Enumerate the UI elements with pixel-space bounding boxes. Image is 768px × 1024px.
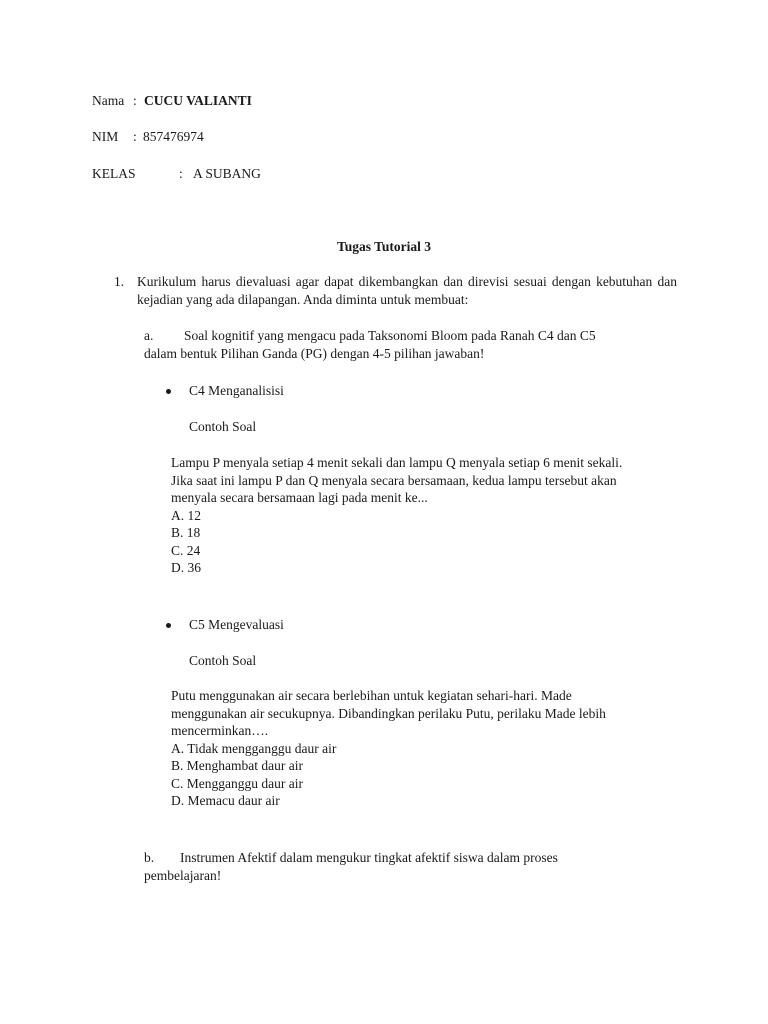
- c5-question-line: Putu menggunakan air secara berlebihan untuk kegiatan sehari-hari. Made: [171, 688, 572, 703]
- c5-heading: C5 Mengevaluasi: [189, 617, 284, 632]
- c4-question: [171, 454, 622, 577]
- c5-option: B. Menghambat daur air: [171, 758, 303, 773]
- nim-value: 857476974: [143, 129, 204, 144]
- c5-question: [171, 687, 606, 810]
- c5-option: A. Tidak mengganggu daur air: [171, 740, 337, 756]
- part-b-line2: pembelajaran!: [144, 868, 222, 883]
- c5-question-line: menggunakan air secukupnya. Dibandingkan perilaku Putu, perilaku Made lebih: [171, 705, 606, 721]
- c4-question-line: Jika saat ini lampu P dan Q menyala secara bersamaan, kedua lampu tersebut akan: [171, 472, 617, 488]
- c4-heading: C4 Menganalisisi: [189, 383, 284, 398]
- c5-option: D. Memacu daur air: [171, 793, 280, 808]
- c5-subheading: Contoh Soal: [189, 653, 257, 668]
- nama-separator: :: [133, 93, 137, 108]
- c5-question-line: mencerminkan….: [171, 723, 269, 738]
- c4-question-line: menyala secara bersamaan lagi pada menit ke...: [171, 490, 428, 505]
- nim-separator: :: [133, 129, 137, 144]
- page-title: Tugas Tutorial 3: [336, 239, 432, 254]
- kelas-separator: :: [179, 166, 183, 181]
- c4-subheading: Contoh Soal: [189, 419, 257, 434]
- c4-option: D. 36: [171, 560, 201, 575]
- c4-option: A. 12: [171, 507, 201, 523]
- nama-value: CUCU VALIANTI: [144, 93, 252, 108]
- part-a-line1: Soal kognitif yang mengacu pada Taksonomi Bloom pada Ranah C4 dan C5: [184, 328, 596, 343]
- part-a-line2: dalam bentuk Pilihan Ganda (PG) dengan 4-5 pilihan jawaban!: [144, 346, 485, 361]
- kelas-label: KELAS: [92, 166, 136, 181]
- nama-label: Nama: [92, 93, 125, 108]
- part-b-letter: b.: [144, 850, 155, 865]
- bullet-icon: [166, 389, 171, 394]
- c4-option: B. 18: [171, 525, 201, 540]
- kelas-value: A SUBANG: [193, 166, 261, 181]
- nim-label: NIM: [92, 129, 119, 144]
- c5-option: C. Mengganggu daur air: [171, 775, 303, 791]
- c4-question-line: Lampu P menyala setiap 4 menit sekali dan lampu Q menyala setiap 6 menit sekali.: [171, 455, 623, 470]
- bullet-icon: [166, 623, 171, 628]
- question-text: Kurikulum harus dievaluasi agar dapat dikembangkan dan direvisi sesuai dengan kebutuhan dan kejadian yang ada dilapangan. Anda diminta untuk membuat:: [137, 274, 677, 307]
- part-a-letter: a.: [144, 328, 154, 343]
- c4-option: C. 24: [171, 542, 201, 558]
- question-number: 1.: [114, 274, 125, 289]
- part-b-line1: Instrumen Afektif dalam mengukur tingkat afektif siswa dalam proses: [180, 850, 558, 865]
